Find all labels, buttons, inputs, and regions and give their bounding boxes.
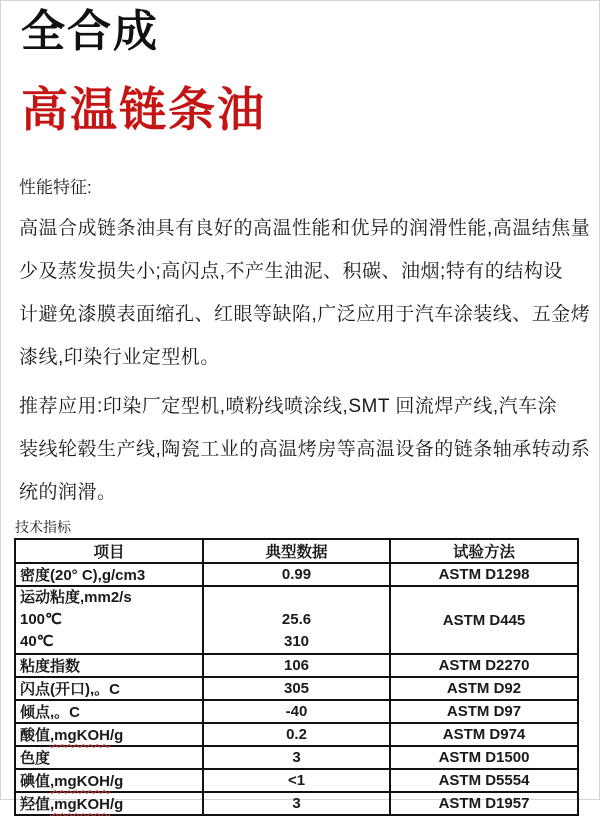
value-cell: 106 — [203, 654, 390, 677]
method-cell: ASTM D1500 — [390, 746, 578, 769]
item-cell — [15, 723, 203, 746]
specs-header-row — [15, 539, 578, 563]
spellcheck-underlined-text: ,mgKOH — [50, 796, 111, 814]
performance-paragraph — [19, 207, 599, 379]
item-cell — [15, 586, 203, 654]
value-line — [208, 587, 385, 609]
table-row-viscosity — [15, 586, 578, 654]
item-line: 运动粘度,mm2/s — [20, 589, 132, 607]
method-cell: ASTM D5554 — [390, 769, 578, 792]
col-header-item: 项目 — [15, 539, 203, 563]
col-header-test-method: 试验方法 — [390, 539, 578, 563]
item-line: 40℃ — [20, 633, 54, 651]
table-row-hydroxyl-value — [15, 792, 578, 815]
performance-line: 计避免漆膜表面缩孔、红眼等缺陷,广泛应用于汽车涂装线、五金烤 — [19, 304, 591, 326]
item-text: /g — [110, 773, 124, 791]
item-cell: 闪点(开口),。C — [15, 677, 203, 700]
item-cell: 倾点,。C — [15, 700, 203, 723]
item-text: 碘值 — [20, 773, 51, 791]
value-cell: 0.99 — [203, 563, 390, 586]
item-cell — [15, 792, 203, 815]
title-series: 全合成 — [21, 7, 159, 56]
table-row-density — [15, 563, 578, 586]
method-cell: ASTM D97 — [390, 700, 578, 723]
specs-table-title: 技术指标 — [15, 519, 71, 536]
item-cell — [15, 769, 203, 792]
col-header-typical-data: 典型数据 — [203, 539, 390, 563]
method-cell: ASTM D1957 — [390, 792, 578, 815]
value-line: 25.6 — [281, 611, 312, 629]
item-text: 酸值 — [20, 727, 51, 745]
value-cell: -40 — [203, 700, 390, 723]
value-cell: 305 — [203, 677, 390, 700]
item-cell: 密度(20° C),g/cm3 — [15, 563, 203, 586]
item-text: /g — [110, 796, 124, 814]
application-line: 推荐应用:印染厂定型机,喷粉线喷涂线,SMT 回流焊产线,汽车涂 — [19, 396, 558, 418]
item-line: 100℃ — [20, 611, 62, 629]
method-cell: ASTM D2270 — [390, 654, 578, 677]
performance-line: 漆线,印染行业定型机。 — [19, 347, 220, 369]
method-cell: ASTM D92 — [390, 677, 578, 700]
table-row-viscosity-index — [15, 654, 578, 677]
table-row-color — [15, 746, 578, 769]
table-row-flash-point — [15, 677, 578, 700]
application-line: 装线轮毂生产线,陶瓷工业的高温烤房等高温设备的链条轴承转动系 — [19, 439, 591, 461]
spellcheck-underlined-text: ,mgKOH — [50, 727, 111, 745]
performance-line: 少及蒸发损失小;高闪点,不产生油泥、积碳、油烟;特有的结构设 — [19, 261, 563, 283]
application-paragraph — [19, 385, 599, 514]
method-cell: ASTM D974 — [390, 723, 578, 746]
table-row-acid-value — [15, 723, 578, 746]
performance-heading: 性能特征: — [19, 178, 92, 198]
value-cell: 3 — [203, 792, 390, 815]
performance-line: 高温合成链条油具有良好的高温性能和优异的润滑性能,高温结焦量 — [19, 218, 591, 240]
value-cell: 0.2 — [203, 723, 390, 746]
spellcheck-underlined-text: ,mgKOH — [50, 773, 111, 791]
item-cell: 色度 — [15, 746, 203, 769]
method-cell: ASTM D1298 — [390, 563, 578, 586]
application-line: 统的润滑。 — [19, 482, 117, 504]
title-product: 高温链条油 — [21, 82, 266, 136]
value-cell: <1 — [203, 769, 390, 792]
item-cell: 粘度指数 — [15, 654, 203, 677]
value-cell: 3 — [203, 746, 390, 769]
item-text: 羟值 — [20, 796, 51, 814]
table-row-pour-point — [15, 700, 578, 723]
value-line: 310 — [283, 633, 310, 651]
method-cell: ASTM D445 — [390, 586, 578, 654]
value-cell — [203, 586, 390, 654]
specs-table — [14, 538, 579, 816]
item-text: /g — [110, 727, 124, 745]
table-row-iodine-value — [15, 769, 578, 792]
